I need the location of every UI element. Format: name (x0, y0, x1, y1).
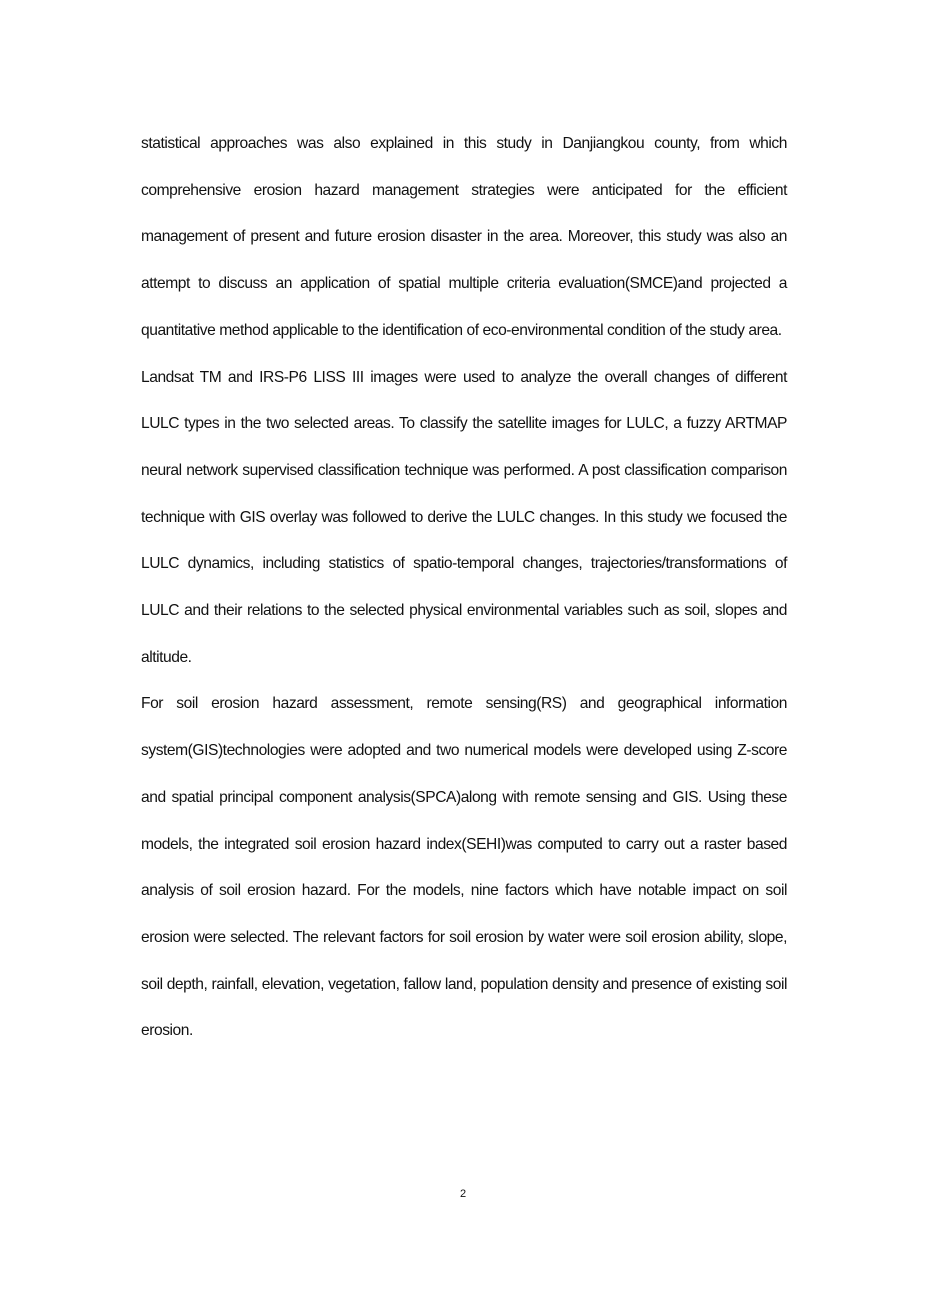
paragraph-3: For soil erosion hazard assessment, remote sensing(RS) and geographical information system(GIS)technologies were adopted and two numerical models were developed using Z-score and spatial principal component analysis(SPCA)along with remote sensing and GIS. Using these models, the integrated soil erosion hazard index(SEHI)was computed to carry out a raster based analysis of soil erosion hazard. For the models, nine factors which have notable impact on soil erosion were selected. The relevant factors for soil erosion by water were soil erosion ability, slope, soil depth, rainfall, elevation, vegetation, fallow land, population density and presence of existing soil erosion. (141, 695, 787, 1040)
body-text (141, 121, 787, 1055)
page-number: 2 (459, 1188, 467, 1200)
paragraph-2: Landsat TM and IRS-P6 LISS III images were used to analyze the overall changes of different LULC types in the two selected areas. To classify the satellite images for LULC, a fuzzy ARTMAP neural network supervised classification technique was performed. A post classification comparison technique with GIS overlay was followed to derive the LULC changes. In this study we focused the LULC dynamics, including statistics of spatio-temporal changes, trajectories/transformations of LULC and their relations to the selected physical environmental variables such as soil, slopes and altitude. (141, 368, 787, 666)
paragraph-1: statistical approaches was also explained in this study in Danjiangkou county, from which comprehensive erosion hazard management strategies were anticipated for the efficient management of present and future erosion disaster in the area. Moreover, this study was also an attempt to discuss an application of spatial multiple criteria evaluation(SMCE)and projected a quantitative method applicable to the identification of eco-environmental condition of the study area. (141, 135, 787, 339)
